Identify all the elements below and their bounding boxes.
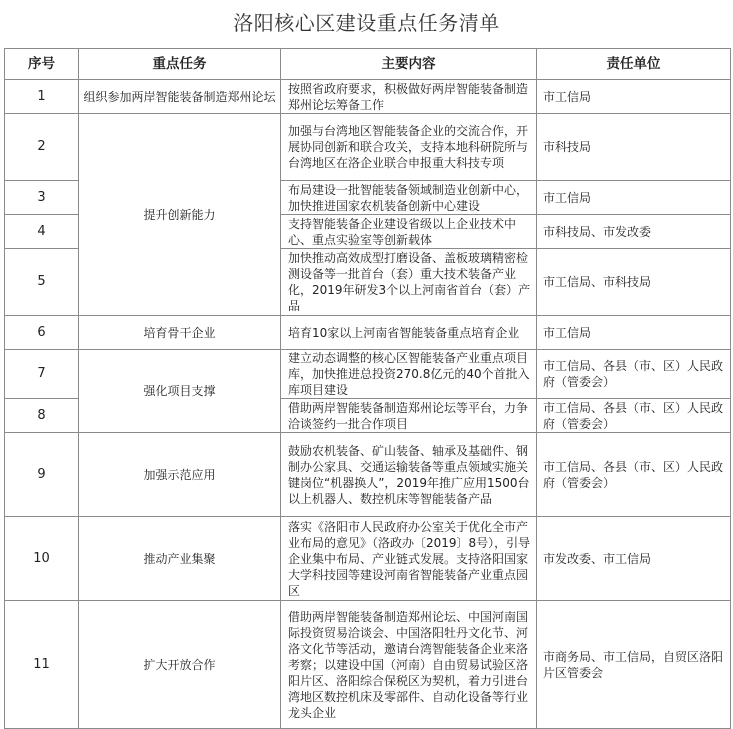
key-task: 培育骨干企业 <box>79 316 281 350</box>
key-task: 强化项目支撑 <box>79 350 281 433</box>
row-content: 培育10家以上河南省智能装备重点培育企业 <box>281 316 537 350</box>
table-row <box>5 80 731 114</box>
table-row <box>5 433 731 517</box>
row-unit: 市工信局 <box>537 316 731 350</box>
row-number: 6 <box>5 316 79 350</box>
row-unit: 市工信局、各县（市、区）人民政府（管委会） <box>537 433 731 517</box>
table-row <box>5 601 731 729</box>
row-content: 借助两岸智能装备制造郑州论坛等平台，力争洽谈签约一批合作项目 <box>281 399 537 433</box>
row-number: 7 <box>5 350 79 399</box>
row-unit: 市工信局、各县（市、区）人民政府（管委会） <box>537 399 731 433</box>
row-content: 加快推动高效成型打磨设备、盖板玻璃精密检测设备等一批首台（套）重大技术装备产业化，2019年研发3个以上河南省首台（套）产品 <box>281 249 537 316</box>
table-row <box>5 350 731 399</box>
row-number: 3 <box>5 181 79 215</box>
row-content: 借助两岸智能装备制造郑州论坛、中国河南国际投资贸易洽谈会、中国洛阳牡丹文化节、河洛文化节等活动，邀请台湾智能装备企业来洛考察；以建设中国（河南）自由贸易试验区洛阳片区、洛阳综合保税区为契机，着力引进台湾地区数控机床及零部件、自动化设备等行业龙头企业 <box>281 601 537 729</box>
header-task: 重点任务 <box>79 49 281 80</box>
row-content: 鼓励农机装备、矿山装备、轴承及基础件、钢制办公家具、交通运输装备等重点领域实施关键岗位“机器换人”，2019年推广应用1500台以上机器人、数控机床等智能装备产品 <box>281 433 537 517</box>
row-unit: 市工信局、各县（市、区）人民政府（管委会） <box>537 350 731 399</box>
table-header-row <box>5 49 731 80</box>
header-unit: 责任单位 <box>537 49 731 80</box>
table-row <box>5 114 731 181</box>
task-table <box>4 48 731 729</box>
row-unit: 市科技局 <box>537 114 731 181</box>
row-content: 按照省政府要求，积极做好两岸智能装备制造郑州论坛筹备工作 <box>281 80 537 114</box>
header-content: 主要内容 <box>281 49 537 80</box>
table-row <box>5 316 731 350</box>
row-content: 布局建设一批智能装备领域制造业创新中心，加快推进国家农机装备创新中心建设 <box>281 181 537 215</box>
row-number: 11 <box>5 601 79 729</box>
row-number: 9 <box>5 433 79 517</box>
page-title: 洛阳核心区建设重点任务清单 <box>233 11 500 35</box>
row-number: 5 <box>5 249 79 316</box>
row-unit: 市发改委、市工信局 <box>537 517 731 601</box>
row-unit: 市工信局 <box>537 181 731 215</box>
row-number: 1 <box>5 80 79 114</box>
row-content: 落实《洛阳市人民政府办公室关于优化全市产业布局的意见》（洛政办〔2019〕8号），引导企业集中布局、产业链式发展。支持洛阳国家大学科技园等建设河南省智能装备产业重点园区 <box>281 517 537 601</box>
row-content: 建立动态调整的核心区智能装备产业重点项目库，加快推进总投资270.8亿元的40个首批入库项目建设 <box>281 350 537 399</box>
key-task: 扩大开放合作 <box>79 601 281 729</box>
row-content: 加强与台湾地区智能装备企业的交流合作，开展协同创新和联合攻关，支持本地科研院所与台湾地区在洛企业联合申报重大科技专项 <box>281 114 537 181</box>
row-number: 10 <box>5 517 79 601</box>
table-row <box>5 517 731 601</box>
key-task: 加强示范应用 <box>79 433 281 517</box>
row-number: 8 <box>5 399 79 433</box>
row-content: 支持智能装备企业建设省级以上企业技术中心、重点实验室等创新载体 <box>281 215 537 249</box>
row-unit: 市商务局、市工信局，自贸区洛阳片区管委会 <box>537 601 731 729</box>
header-index: 序号 <box>5 49 79 80</box>
row-unit: 市工信局、市科技局 <box>537 249 731 316</box>
key-task: 推动产业集聚 <box>79 517 281 601</box>
row-unit: 市工信局 <box>537 80 731 114</box>
row-number: 2 <box>5 114 79 181</box>
key-task: 组织参加两岸智能装备制造郑州论坛 <box>79 80 281 114</box>
key-task: 提升创新能力 <box>79 114 281 316</box>
row-number: 4 <box>5 215 79 249</box>
row-unit: 市科技局、市发改委 <box>537 215 731 249</box>
